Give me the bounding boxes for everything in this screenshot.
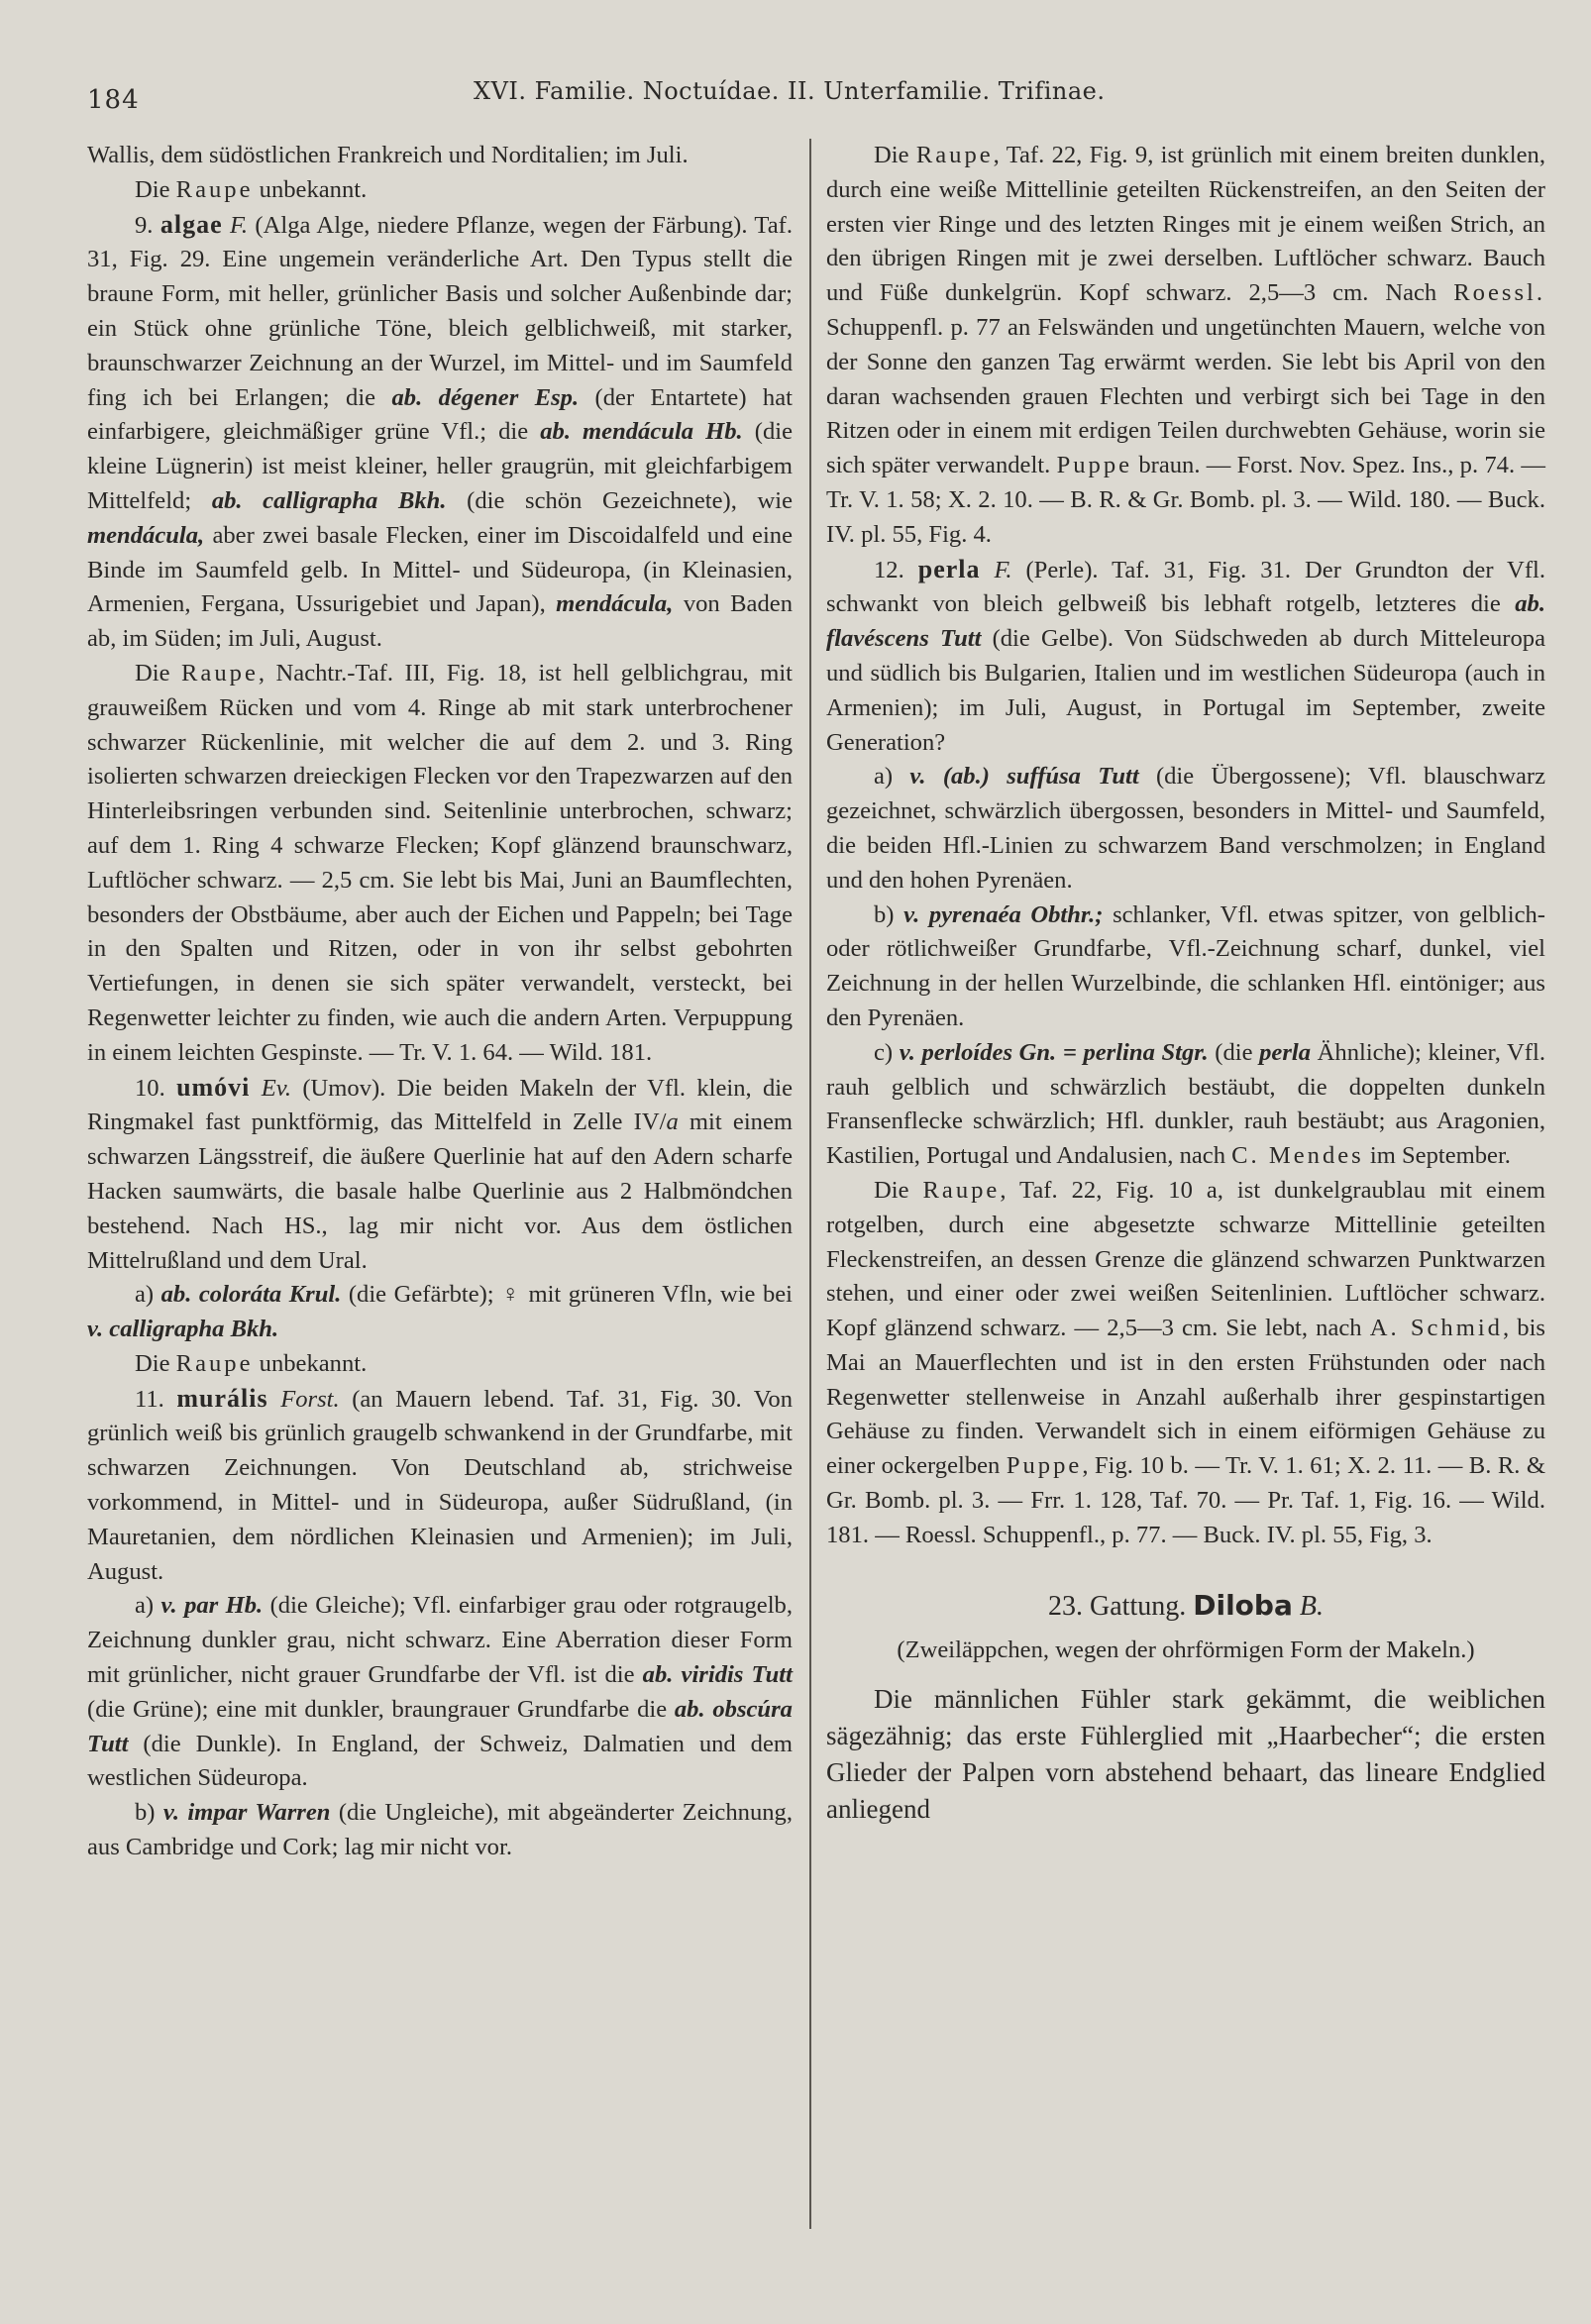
species-entry-umovi: 10. umóvi Ev. (Umov). Die beiden Makeln der Vfl. klein, die Ringmakel fast punktförmig, das Mittelfeld in Zelle IV/a mit einem schwarzen Längsstreif, die äußere Querlinie hat auf den Adern scharfe Hacken saumwärts, die basale halbe Querlinie aus 2 Halbmöndchen bestehend. Nach HS., lag mir nicht vor. Aus dem östlichen Mittelrußland und dem Ural.: [87, 1072, 794, 1274]
column-divider: [809, 139, 811, 2229]
species-name: perla: [917, 554, 981, 583]
genus-description: Die männlichen Fühler stark gekämmt, die weiblichen sägezähnig; das erste Fühlerglied mit „Haarbecher“; die ersten Glieder der Palpen vorn abstehend behaart, das lineare Endglied anliegend: [826, 1684, 1545, 1825]
paragraph: b) v. impar Warren (die Ungleiche), mit abgeänderter Zeichnung, aus Cambridge und Cork; lag mir nicht vor.: [87, 1799, 793, 1861]
paragraph: Die Raupe, Taf. 22, Fig. 9, ist grünlich mit einem breiten dunklen, durch eine weiße Mittellinie geteilten Rückenstreifen, an den Seiten der ersten vier Ringe und des letzten Ringes mit je einem weißen Strich, an den übrigen Ringen mit je zwei derselben. Luftlöcher schwarz. Bauch und Füße dunkelgrün. Kopf schwarz. 2,5—3 cm. Nach Roessl. Schuppenfl. p. 77 an Felswänden und ungetünchten Mauern, welche von der Sonne den ganzen Tag erwärmt werden. Sie lebt bis April von den daran wachsenden grauen Flechten und verbirgt sich bei Tage in den Ritzen oder in einem mit erdigen Teilen durchwebten Gehäuse, worin sie sich später verwandelt. Puppe braun. — Forst. Nov. Spez. Ins., p. 74. — Tr. V. 1. 58; X. 2. 10. — B. R. & Gr. Bomb. pl. 3. — Wild. 180. — Buck. IV. pl. 55, Fig. 4.: [826, 142, 1545, 548]
paragraph: a) v. par Hb. (die Gleiche); Vfl. einfarbiger grau oder rotgraugelb, Zeichnung dunkler grau, nicht schwarz. Eine Aberration dieser Form mit grünlicher, nicht grauer Grundfarbe der Vfl. ist die ab. viridis Tutt (die Grüne); eine mit dunkler, braungrauer Grundfarbe die ab. obscúra Tutt (die Dunkle). In England, der Schweiz, Dalmatien und dem westlichen Südeuropa.: [87, 1592, 793, 1792]
species-name: algae: [159, 209, 223, 239]
paragraph: Die Raupe unbekannt.: [135, 1349, 368, 1377]
left-column: [87, 139, 793, 2278]
species-entry-algae: 9. algae F. (Alga Alge, niedere Pflanze, wegen der Färbung). Taf. 31, Fig. 29. Eine ungemein veränderliche Art. Den Typus stellt die braune Form, mit heller, grünlicher Basis und solcher Außenbinde dar; ein Stück ohne grünliche Töne, bleich gelblichweiß, mit starker, braunschwarzer Zeichnung an der Wurzel, im Mittel- und im Saumfeld fing ich bei Erlangen; die ab. dégener Esp. (der Entartete) hat einfarbigere, gleichmäßiger grüne Vfl.; die ab. mendácula Hb. (die kleine Lügnerin) ist meist kleiner, heller graugrün, mit gleichfarbigem Mittelfeld; ab. calligrapha Bkh. (die schön Gezeichnete), wie mendácula, aber zwei basale Flecken, einer im Discoidalfeld und eine Binde im Saumfeld gelb. In Mittel- und Südeuropa, (in Kleinasien, Armenien, Fergana, Ussurigebiet und Japan), mendácula, von Baden ab, im Süden; im Juli, August.: [87, 209, 793, 653]
species-name: murális: [176, 1383, 268, 1413]
paragraph: Die Raupe unbekannt.: [135, 175, 368, 203]
page-number: 184: [87, 85, 140, 115]
paragraph: Die Raupe, Taf. 22, Fig. 10 a, ist dunkelgraublau mit einem rotgelben, durch eine abgesetzte schwarze Mittellinie geteilten Fleckenstreifen, an dessen Grenze die glänzend schwarzen Punktwarzen stehen, und einer oder zwei weißen Seitenlinien. Luftlöcher schwarz. Kopf glänzend schwarz. — 2,5—3 cm. Sie lebt, nach A. Schmid, bis Mai an Mauerflechten und ist in den ersten Frühstunden oder nach Regenwetter stellenweise in Anzahl außerhalb ihrer gespinstartigen Gehäuse zu finden. Verwandelt sich in einem eiförmigen Gehäuse zu einer ockergelben Puppe, Fig. 10 b. — Tr. V. 1. 61; X. 2. 11. — B. R. & Gr. Bomb. pl. 3. — Frr. 1. 128, Taf. 70. — Pr. Taf. 1, Fig. 16. — Wild. 181. — Roessl. Schuppenfl., p. 77. — Buck. IV. pl. 55, Fig, 3.: [826, 1176, 1545, 1548]
genus-heading: 23. Gattung. Diloba B.: [1048, 1588, 1324, 1622]
species-name: umóvi: [176, 1072, 251, 1102]
paragraph: Wallis, dem südöstlichen Frankreich und Norditalien; im Juli.: [87, 142, 689, 168]
paragraph: a) v. (ab.) suffúsa Tutt (die Übergossene); Vfl. blauschwarz gezeichnet, schwärzlich übergossen, besonders in Mittel- und Saumfeld, die beiden Hfl.-Linien zu schwarzem Band verschmolzen; in England und den hohen Pyrenäen.: [826, 763, 1545, 894]
species-entry-muralis: 11. murális Forst. (an Mauern lebend. Taf. 31, Fig. 30. Von grünlich weiß bis grünlich graugelb schwankend in der Grundfarbe, mit schwarzen Zeichnungen. Von Deutschland ab, strichweise vorkommend, in Mittel- und in Südeuropa, außer Südrußland, (in Mauretanien, dem nördlichen Kleinasien und Armenien); im Juli, August.: [87, 1383, 793, 1585]
genus-name: Diloba: [1193, 1588, 1293, 1622]
paragraph: a) ab. coloráta Krul. (die Gefärbte); ♀ mit grüneren Vfln, wie bei v. calligrapha Bkh.: [87, 1281, 794, 1343]
page-header: [87, 77, 1543, 117]
paragraph: b) v. pyrenaéa Obthr.; schlanker, Vfl. etwas spitzer, von gelblich- oder rötlichweißer Grundfarbe, Vfl.-Zeichnung scharf, dunkel, viel Zeichnung in der hellen Wurzelbinde, die schlanken Hfl. eintöniger; aus den Pyrenäen.: [826, 900, 1545, 1031]
running-head: XVI. Familie. Noctuídae. II. Unterfamilie. Trifinae.: [474, 77, 1106, 105]
right-column: [826, 139, 1545, 2278]
genus-subtitle: (Zweiläppchen, wegen der ohrförmigen Form der Makeln.): [897, 1636, 1475, 1663]
paragraph: c) v. perloídes Gn. = perlina Stgr. (die perla Ähnliche); kleiner, Vfl. rauh gelblich und schwärzlich bestäubt, die doppelten dunkeln Fransenflecke schwärzlich; Hfl. dunkler, rauh bestäubt; aus Aragonien, Kastilien, Portugal und Andalusien, nach C. Mendes im September.: [826, 1038, 1545, 1170]
paragraph: Die Raupe, Nachtr.-Taf. III, Fig. 18, ist hell gelblichgrau, mit grauweißem Rücken und vom 4. Ringe ab mit stark unterbrochener schwarzer Rückenlinie, mit welcher die auf dem 2. und 3. Ring isolierten schwarzen dreieckigen Flecken vor den Trapezwarzen auf den Hinterleibsringen verbunden sind. Seitenlinie unterbrochen, schwarz; auf dem 1. Ring 4 schwarze Flecken; Kopf glänzend braunschwarz, Luftlöcher schwarz. — 2,5 cm. Sie lebt bis Mai, Juni an Baumflechten, besonders der Obstbäume, aber auch der Eichen und Pappeln; bei Tage in den Spalten und Ritzen, oder in von ihr selbst gebohrten Vertiefungen, in denen sie sich später verwandelt, versteckt, bei Regenwetter leichter zu finden, wie auch die andern Arten. Verpuppung in einem leichten Gespinste. — Tr. V. 1. 64. — Wild. 181.: [87, 659, 793, 1066]
species-entry-perla: 12. perla F. (Perle). Taf. 31, Fig. 31. Der Grundton der Vfl. schwankt von bleich gelbweiß bis lebhaft rotgelb, letzteres die ab. flavéscens Tutt (die Gelbe). Von Südschweden ab durch Mitteleuropa und südlich bis Bulgarien, Italien und im westlichen Südeuropa (auch in Armenien); im Juli, August, in Portugal im September, zweite Generation?: [826, 554, 1546, 756]
